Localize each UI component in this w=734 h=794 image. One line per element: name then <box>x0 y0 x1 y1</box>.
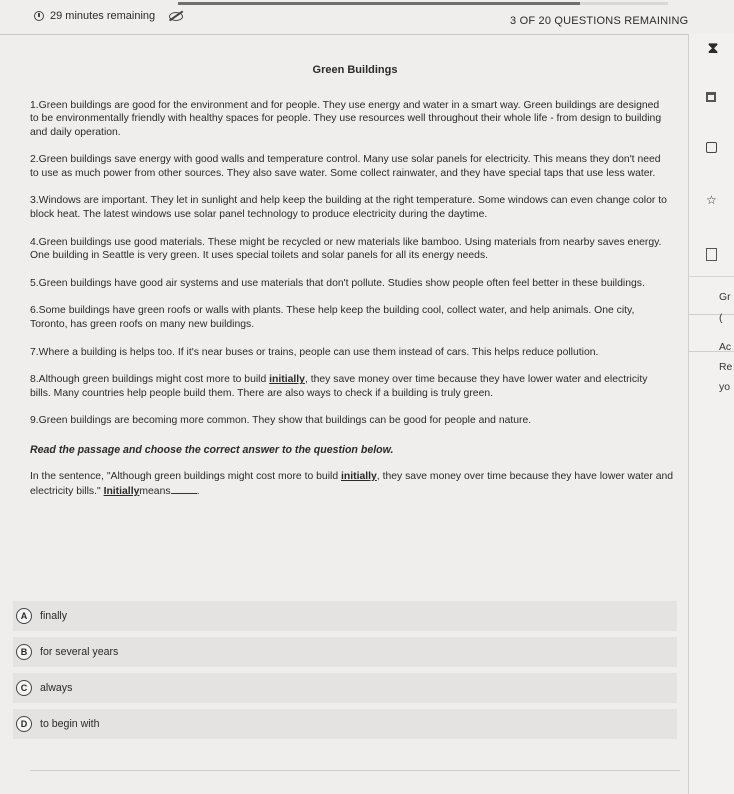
paragraph-2: 2.Green buildings save energy with good walls and temperature control. Many use solar panels for electricity. This means they don't need to use as much power from other sources. They also save water. Some collect rainwater, and they have special taps that use less water. <box>30 154 661 179</box>
question-highlighted-word-2: Initially <box>103 485 140 497</box>
star-icon[interactable]: ☆ <box>706 193 717 207</box>
question-text-middle: , they save money over time because they have lower water and electricity bills." <box>30 470 674 497</box>
progress-fill <box>178 2 580 5</box>
paragraph-9: 9.Green buildings are becoming more common. They show that buildings can be good for people and nature. <box>30 415 532 427</box>
sidebar-text-4: Re <box>719 362 733 373</box>
answer-blank <box>171 484 197 494</box>
question-period: . <box>196 485 200 497</box>
sidebar-text-2: ( <box>719 313 723 324</box>
questions-remaining: 3 OF 20 QUESTIONS REMAINING <box>510 15 689 27</box>
choice-a[interactable] <box>13 601 677 631</box>
choice-letter-a: A <box>16 608 32 624</box>
flag-checkbox-icon[interactable] <box>706 142 717 153</box>
question-highlighted-word: initially <box>340 470 377 482</box>
hourglass-icon[interactable]: ⧗ <box>707 40 719 57</box>
question-instruction: Read the passage and choose the correct answer to the question below. <box>30 443 394 456</box>
sidebar-divider <box>689 276 734 277</box>
choice-b[interactable] <box>13 637 677 667</box>
choice-text-d: to begin with <box>40 718 100 730</box>
highlighted-word: initially <box>269 374 305 386</box>
timer-text: 29 minutes remaining <box>50 10 156 22</box>
choice-d[interactable] <box>13 709 677 739</box>
top-bar <box>0 0 690 35</box>
paragraph-8-text: 8.Although green buildings might cost more to build <box>30 374 270 386</box>
bottom-divider <box>30 770 680 771</box>
hide-timer-icon[interactable] <box>169 12 183 21</box>
tool-sidebar <box>688 34 734 794</box>
choice-letter-b: B <box>16 644 32 660</box>
progress-bar <box>178 2 668 5</box>
sidebar-text-1: Gr <box>719 292 731 303</box>
passage-panel <box>30 58 680 507</box>
timer <box>34 10 183 22</box>
choice-text-a: finally <box>40 610 68 622</box>
choice-letter-d: D <box>16 716 32 732</box>
answer-choices <box>13 601 677 745</box>
paragraph-5: 5.Green buildings have good air systems and use materials that don't pollute. Studies show people often feel better in these buildings. <box>30 277 645 289</box>
paragraph-3: 3.Windows are important. They let in sunlight and help keep the building at the right temperature. Some windows can even change color to block heat. The latest windows use solar panel technology to produce electricity during the daytime. <box>30 195 667 220</box>
notes-icon[interactable] <box>706 248 717 261</box>
sidebar-text-3: Ac <box>719 342 732 353</box>
paragraph-8-text-end: , they save money over time because they have lower water and electricity bills. Many countries help people build them. There are also ways to check if a building is truly green. <box>30 374 648 399</box>
paragraph-7: 7.Where a building is helps too. If it's near buses or trains, people can use them instead of cars. This helps reduce pollution. <box>30 346 599 358</box>
choice-text-c: always <box>40 682 73 694</box>
sidebar-text-5: yo <box>719 382 730 393</box>
clock-icon <box>34 11 44 21</box>
question-text-end: means <box>139 485 171 497</box>
paragraph-6: 6.Some buildings have green roofs or walls with plants. These help keep the building cool, collect water, and help animals. One city, Toronto, has green roofs on many new buildings. <box>30 305 635 330</box>
choice-text-b: for several years <box>40 646 119 658</box>
bookmark-icon[interactable] <box>706 92 716 102</box>
question-text <box>30 470 675 499</box>
paragraph-4: 4.Green buildings use good materials. These might be recycled or new materials like bamboo. Using materials from nearby saves energy. One building in Seattle is very green. It uses special toilets and solar panels for all its energy needs. <box>30 236 662 261</box>
question-text-start: In the sentence, "Although green buildings might cost more to build <box>30 470 341 482</box>
passage-title: Green Buildings <box>312 64 398 76</box>
choice-c[interactable] <box>13 673 677 703</box>
paragraph-1: 1.Green buildings are good for the environment and for people. They use energy and water in a smart way. Green buildings are designed to be environmentally friendly with healthy spaces for people. They use resources well throughout their whole life - from design to building and daily operation. <box>30 100 662 138</box>
choice-letter-c: C <box>16 680 32 696</box>
paragraph-8 <box>30 373 670 400</box>
